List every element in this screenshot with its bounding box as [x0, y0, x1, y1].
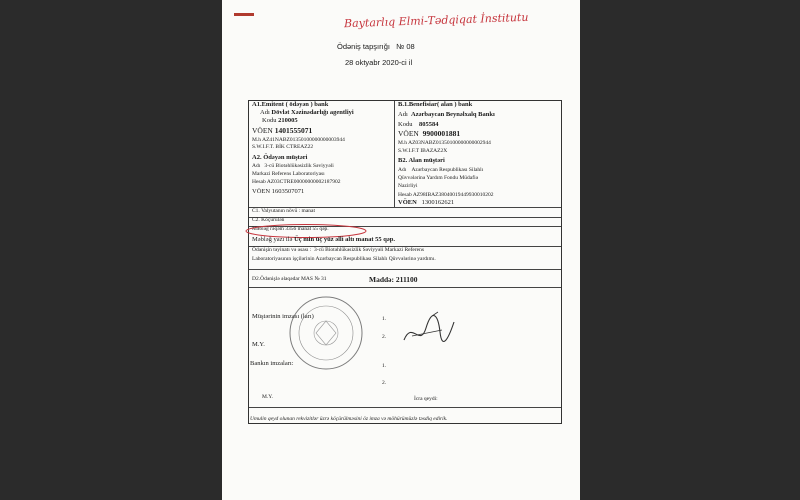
- currency-type: C1. Valyutanın növü : manat: [252, 208, 315, 214]
- order-date: 28 oktyabr 2020-ci il: [345, 58, 413, 67]
- divider: [394, 101, 395, 207]
- emitent-swift: [252, 144, 313, 150]
- beneficiary-voen: [398, 129, 460, 138]
- amount-words-label: Məbləğ yazı ilə: [252, 236, 293, 243]
- execution-note-label: İcra qeydi:: [414, 396, 438, 402]
- purpose-line2: Laboratoriyasının işçilərinin Azərbaycan Respublikası Silahlı Qüvvələrinə yardımı.: [252, 256, 436, 262]
- receiver-name-label: Adı: [398, 167, 407, 173]
- emitent-swift-value: BİK CTREAZ22: [275, 144, 314, 150]
- beneficiary-voen-label: VÖEN: [398, 129, 419, 138]
- bank-signature-2-label: 2.: [382, 380, 387, 386]
- beneficiary-code-label: Kodu: [398, 121, 413, 128]
- emitent-code-label: Kodu: [262, 117, 277, 124]
- bank-seal-label: M.Y.: [262, 394, 273, 400]
- divider: [249, 217, 561, 218]
- payer-header: A2. Ödəyən müştəri: [252, 154, 308, 161]
- receiver-account-value: AZ98IBAZ38040019449930010202: [412, 192, 494, 198]
- receiver-name-line2: Qüvvələrinə Yardım Fondu Müdafiə: [398, 175, 479, 181]
- emitent-name-label: Adı: [260, 109, 270, 116]
- beneficiary-code: [398, 121, 438, 128]
- seal-label: M.Y.: [252, 341, 265, 348]
- receiver-name-1: Azərbaycan Respublikası Silahlı: [411, 167, 484, 173]
- amount-words-value: Üç min üç yüz əlli altı manat 55 qəp.: [294, 236, 395, 243]
- beneficiary-account-value: AZ03NABZ01350100000000002944: [408, 140, 491, 146]
- signature-1-label: 1.: [382, 316, 387, 322]
- payer-name-label: Adı: [252, 163, 261, 169]
- amount-words: [252, 236, 395, 243]
- emitent-account-label: M.h: [252, 137, 262, 143]
- purpose-line1: [252, 247, 424, 253]
- document-page: [222, 0, 580, 500]
- payer-account: [252, 179, 340, 185]
- emitent-code: [262, 117, 298, 124]
- bank-signature-1-label: 1.: [382, 363, 387, 369]
- receiver-header: B2. Alan müştəri: [398, 157, 445, 164]
- emitent-account: [252, 137, 345, 143]
- emitent-name: [260, 109, 354, 116]
- beneficiary-account-label: M.h: [398, 140, 408, 146]
- beneficiary-header: B.1.Benefisiar( alan ) bank: [398, 101, 473, 108]
- beneficiary-code-value: 805584: [418, 121, 439, 128]
- beneficiary-name-label: Adı: [398, 111, 408, 118]
- receiver-voen-label: VÖEN: [398, 199, 417, 206]
- receiver-account-label: Hesab: [398, 192, 412, 198]
- beneficiary-account: [398, 140, 491, 146]
- payer-name-line2: Markazi Referens Laboratoriyası: [252, 171, 325, 177]
- currency-transfer: C2. Köçürülən: [252, 217, 285, 223]
- beneficiary-name-value: Azərbaycan Beynəlxalq Bankı: [411, 111, 495, 118]
- emitent-voen: [252, 126, 312, 135]
- bank-signatures-label: Bankın imzaları:: [250, 360, 294, 367]
- budget-mas: D2.Ödənişlə əlaqədar MAS № 31: [252, 276, 327, 282]
- order-title-text: Ödəniş tapşırığı: [337, 42, 390, 51]
- payer-name-1: 3-cü Biotəhlükəsizlik Səviyyəli: [264, 163, 334, 169]
- emitent-swift-label: S.W.I.F.T.: [252, 144, 275, 150]
- purpose-label: Ödənişin təyinatı və əsası :: [252, 247, 312, 253]
- client-signatures-label: Müştərinin imzası (ları): [252, 313, 314, 320]
- receiver-name-line3: Nazirliyi: [398, 183, 418, 189]
- payer-account-value: AZ03CTRE00000000002187902: [266, 179, 341, 185]
- receiver-voen: [398, 199, 454, 206]
- handwritten-signature: [402, 310, 462, 350]
- footer-note: Umulin qeyd olunan rekvizitlər üzrə köçürülməsini öz imza və möhürümüzlə təsdiq edirik.: [250, 416, 448, 422]
- beneficiary-swift: [398, 148, 447, 154]
- receiver-voen-value: 1300162621: [421, 199, 455, 206]
- divider: [249, 407, 561, 408]
- divider: [249, 287, 561, 288]
- beneficiary-voen-value: 9900001881: [422, 129, 461, 138]
- purpose-text-1: 3-cü Biotəhlükəsizlik Səviyyəli Markazi Referens: [314, 247, 424, 253]
- page-mark: [234, 13, 254, 16]
- receiver-account: [398, 192, 494, 198]
- payer-name-line1: [252, 163, 334, 169]
- amount-digits-label: Məbləğ rəqəm: [252, 226, 284, 232]
- emitent-account-value: AZ41NABZ01350100000000003944: [262, 137, 345, 143]
- emitent-voen-value: 1401555071: [274, 126, 313, 135]
- payer-voen-label: VÖEN: [252, 188, 271, 195]
- payer-voen: [252, 188, 304, 195]
- beneficiary-swift-label: S.W.I.F.T: [398, 148, 419, 154]
- payer-account-label: Hesab: [252, 179, 266, 185]
- budget-madde: Maddə: 211100: [369, 275, 418, 284]
- emitent-name-value: Dövlət Xəzinədarlığı agentliyi: [271, 109, 354, 116]
- emitent-header: A1.Emitent ( ödəyən ) bank: [252, 101, 329, 108]
- handwritten-header: Baytarlıq Elmi-Tədqiqat İnstitutu: [343, 10, 529, 31]
- payer-voen-value: 1603507071: [271, 188, 305, 195]
- order-number: № 08: [396, 42, 415, 51]
- order-title: [337, 42, 415, 51]
- beneficiary-swift-value: IBAZAZ2X: [420, 148, 448, 154]
- seal-stamp: [286, 293, 366, 373]
- amount-digits-value: 3356 manat 55 qəp.: [285, 226, 329, 232]
- emitent-code-value: 210005: [278, 117, 298, 124]
- signature-2-label: 2.: [382, 334, 387, 340]
- beneficiary-name: [398, 111, 495, 118]
- emitent-voen-label: VÖEN: [252, 126, 273, 135]
- divider: [249, 269, 561, 270]
- receiver-name-line1: [398, 167, 483, 173]
